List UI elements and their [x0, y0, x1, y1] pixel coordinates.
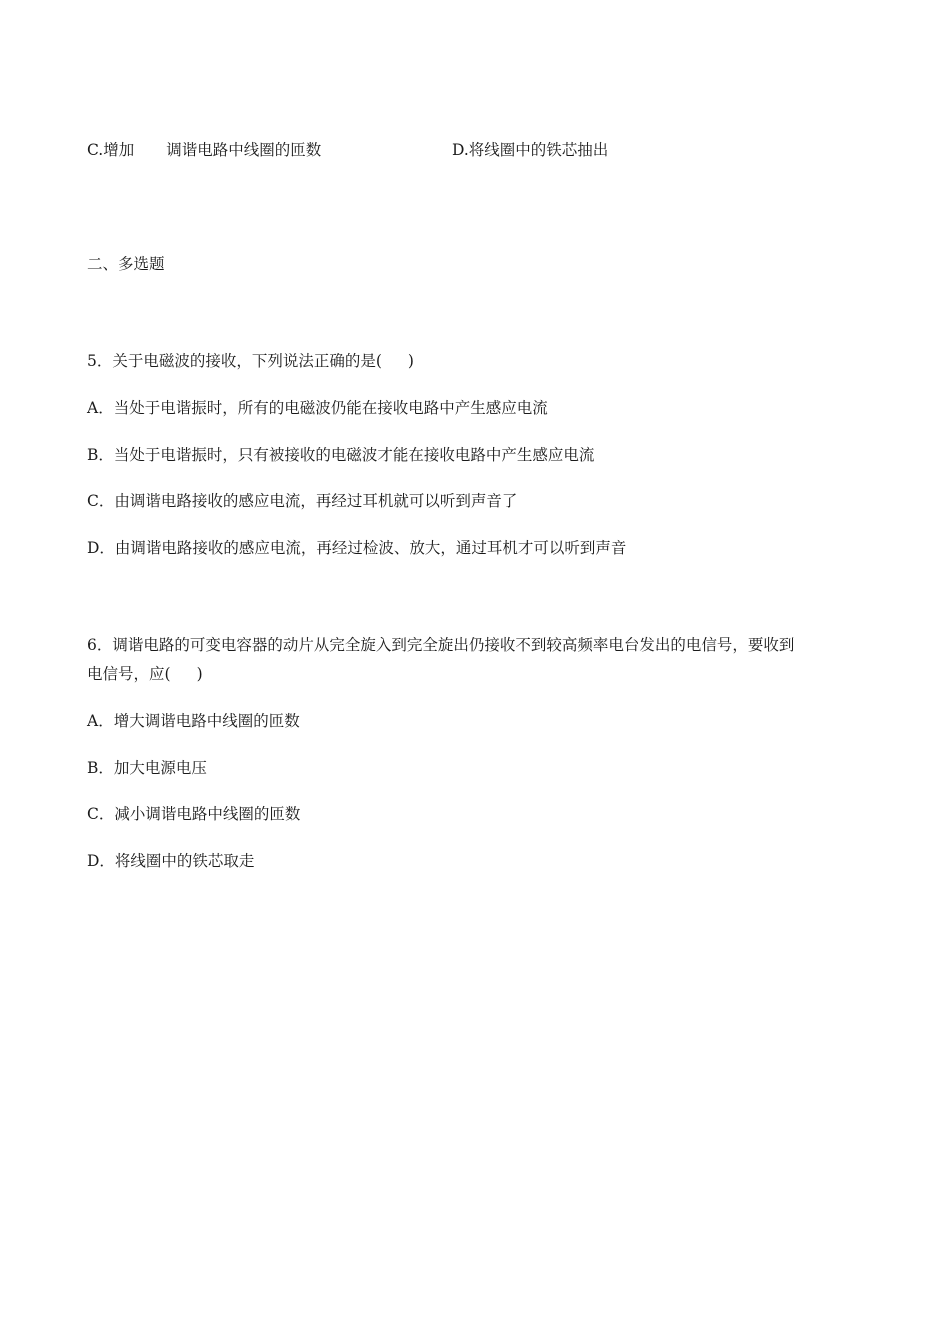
- q4-option-d: D.将线圈中的铁芯抽出: [452, 141, 609, 159]
- q6-stem-line2: [87, 664, 203, 684]
- q4-option-c-prefix: C.增加: [87, 141, 135, 159]
- q6-stem-line2-text: 电信号，应(: [87, 665, 171, 683]
- q5-stem-text: 5．关于电磁波的接收，下列说法正确的是(: [87, 352, 382, 370]
- q6-stem-close: ): [196, 665, 203, 683]
- q5-stem: [87, 351, 414, 371]
- section-title-multiple-choice: 二、多选题: [87, 255, 165, 273]
- q5-option-a: A．当处于电谐振时，所有的电磁波仍能在接收电路中产生感应电流: [87, 399, 548, 417]
- q5-option-b: B．当处于电谐振时，只有被接收的电磁波才能在接收电路中产生感应电流: [87, 446, 595, 464]
- q5-stem-close: ): [407, 352, 414, 370]
- q6-stem-line1: 6．调谐电路的可变电容器的动片从完全旋入到完全旋出仍接收不到较高频率电台发出的电信号，要收到: [87, 636, 795, 654]
- q6-option-c: C．减小调谐电路中线圈的匝数: [87, 805, 301, 823]
- q6-option-a: A．增大调谐电路中线圈的匝数: [87, 712, 300, 730]
- q4-option-c-text: 调谐电路中线圈的匝数: [166, 141, 322, 159]
- q6-option-d: D．将线圈中的铁芯取走: [87, 852, 255, 870]
- q5-option-c: C．由调谐电路接收的感应电流，再经过耳机就可以听到声音了: [87, 492, 518, 510]
- q4-option-c: [87, 140, 321, 160]
- q6-option-b: B．加大电源电压: [87, 759, 207, 777]
- q5-option-d: D．由调谐电路接收的感应电流，再经过检波、放大，通过耳机才可以听到声音: [87, 539, 627, 557]
